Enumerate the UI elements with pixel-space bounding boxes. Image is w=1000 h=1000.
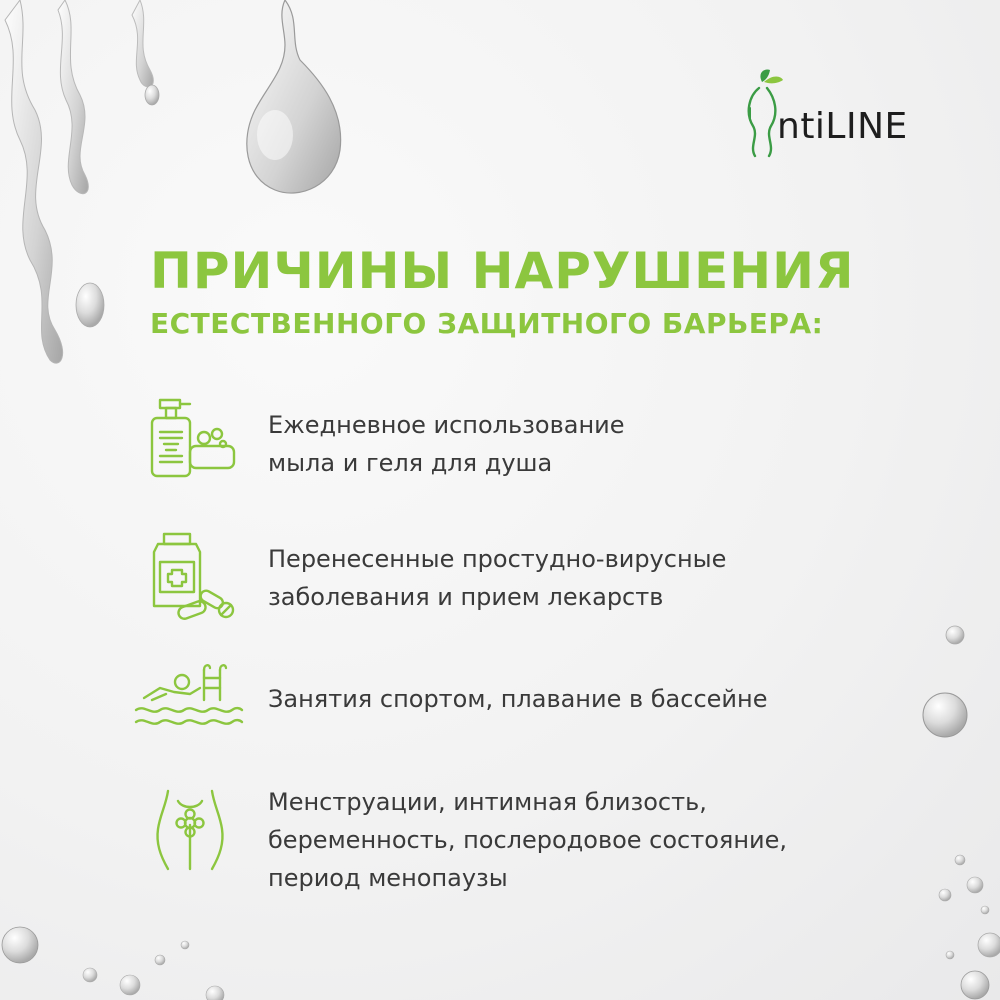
list-item-line: Занятия спортом, плавание в бассейне xyxy=(268,685,768,713)
headline-line-1: ПРИЧИНЫ НАРУШЕНИЯ xyxy=(150,242,855,300)
list-item-text xyxy=(268,783,948,897)
list-item-line: Менструации, интимная близость, xyxy=(268,788,707,816)
list-item-soap xyxy=(130,398,950,498)
list-item-line: период менопаузы xyxy=(268,864,508,892)
headline xyxy=(150,240,910,346)
list-item-swimming xyxy=(130,660,950,760)
list-item-text xyxy=(268,540,948,616)
list-item-text xyxy=(268,406,948,482)
list-item-line: беременность, послеродовое состояние, xyxy=(268,826,788,854)
brand-logo-text: ntiLINE xyxy=(777,106,908,147)
female-body-flower-icon xyxy=(130,785,250,885)
list-item-line: Перенесенные простудно-вирусные xyxy=(268,545,727,573)
list-item-medicine xyxy=(130,532,950,632)
list-item-line: заболевания и прием лекарств xyxy=(268,583,664,611)
list-item-line: Ежедневное использование xyxy=(268,411,625,439)
list-item-line: мыла и геля для душа xyxy=(268,449,553,477)
medicine-bottle-icon xyxy=(130,532,250,632)
swimmer-icon xyxy=(130,660,250,760)
list-item-female-health xyxy=(130,785,950,895)
list-item-text xyxy=(268,680,948,718)
headline-line-2: ЕСТЕСТВЕННОГО ЗАЩИТНОГО БАРЬЕРА: xyxy=(150,307,824,340)
brand-logo xyxy=(735,68,945,158)
soap-dispenser-icon xyxy=(130,398,250,498)
